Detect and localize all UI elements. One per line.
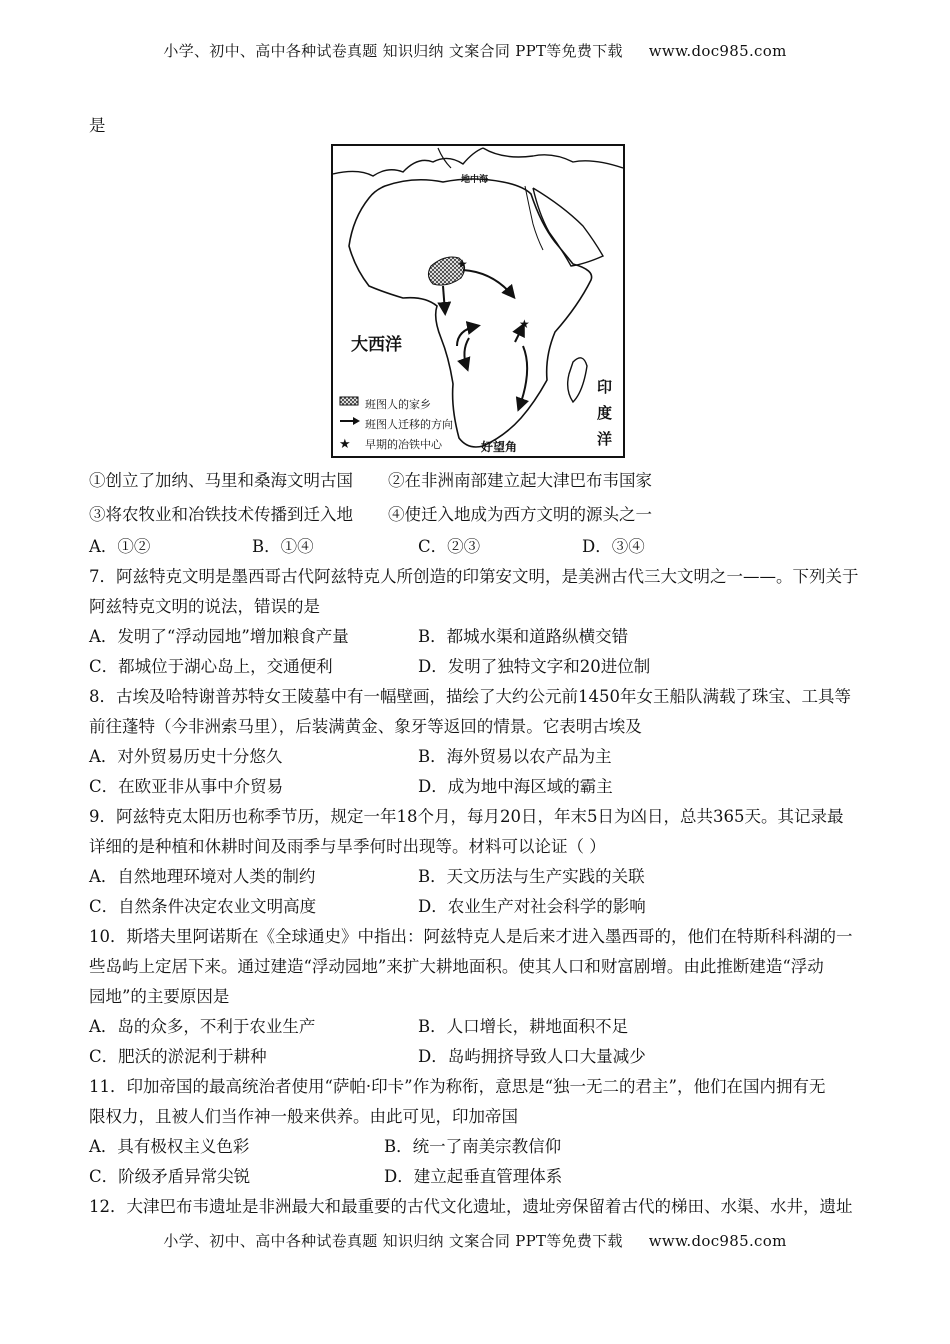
q12-stem-line-1: 12．大津巴布韦遗址是非洲最大和最重要的古代文化遗址，遗址旁保留着古代的梯田、水渠、水井，遗址 <box>89 1197 853 1216</box>
q8-stem-line-2: 前往蓬特（今非洲索马里），后装满黄金、象牙等返回的情景。它表明古埃及 <box>89 717 642 736</box>
q11-stem-line-2: 限权力，且被人们当作神一般来供养。由此可见，印加帝国 <box>89 1107 518 1126</box>
q6-choice-c[interactable]: C．②③ <box>418 537 481 556</box>
q8-choice-a[interactable]: A．对外贸易历史十分悠久 <box>89 747 283 766</box>
arabia-coast <box>533 188 603 266</box>
legend-homeland <box>339 396 431 412</box>
q7-choice-b[interactable]: B．都城水渠和道路纵横交错 <box>418 627 629 646</box>
page-footer <box>0 1230 950 1251</box>
africa-bantu-migration-map <box>331 144 625 458</box>
q10-choice-c[interactable]: C．肥沃的淤泥利于耕种 <box>89 1047 267 1066</box>
q9-stem-line-2: 详细的是种植和休耕时间及雨季与旱季何时出现等。材料可以论证（ ） <box>89 837 606 856</box>
q8-choice-b[interactable]: B．海外贸易以农产品为主 <box>418 747 612 766</box>
q10-choice-b[interactable]: B．人口增长，耕地面积不足 <box>418 1017 629 1036</box>
indian-ocean-label: 印度洋 <box>597 378 613 448</box>
q6-option-1: ①创立了加纳、马里和桑海文明古国 <box>89 471 353 490</box>
q10-stem-line-3: 园地”的主要原因是 <box>89 987 230 1006</box>
legend-migration <box>339 416 453 432</box>
q7-choice-a[interactable]: A．发明了“浮动园地”增加粮食产量 <box>89 627 349 646</box>
q6-choice-b[interactable]: B．①④ <box>252 537 314 556</box>
migration-arrow <box>463 270 513 296</box>
legend-iron-center-text: 早期的冶铁中心 <box>365 438 442 451</box>
q8-choice-c[interactable]: C．在欧亚非从事中介贸易 <box>89 777 284 796</box>
q10-choice-d[interactable]: D．岛屿拥挤导致人口大量减少 <box>418 1047 646 1066</box>
migration-arrow <box>464 338 469 368</box>
star-icon: ★ <box>339 436 351 452</box>
q11-stem-line-1: 11．印加帝国的最高统治者使用“萨帕·印卡”作为称衔，意思是“独一无二的君主”，他们在国内拥有无 <box>89 1077 826 1096</box>
page-header <box>0 40 950 61</box>
q9-choice-b[interactable]: B．天文历法与生产实践的关联 <box>418 867 645 886</box>
q11-choice-d[interactable]: D．建立起垂直管理体系 <box>384 1167 563 1186</box>
q9-choice-a[interactable]: A．自然地理环境对人类的制约 <box>89 867 316 886</box>
q8-stem-line-1: 8．古埃及哈特谢普苏特女王陵墓中有一幅壁画，描绘了大约公元前1450年女王船队满载了珠宝、工具等 <box>89 687 851 706</box>
question-6-stem-tail: 是 <box>89 116 106 135</box>
legend-migration-text: 班图人迁移的方向 <box>365 418 453 431</box>
legend-iron-center <box>339 436 442 452</box>
migration-arrow <box>519 346 527 408</box>
mediterranean-label: 地中海 <box>461 175 489 185</box>
q10-choice-a[interactable]: A．岛的众多，不利于农业生产 <box>89 1017 316 1036</box>
q6-option-3: ③将农牧业和冶铁技术传播到迁入地 <box>89 505 353 524</box>
q8-choice-d[interactable]: D．成为地中海区域的霸主 <box>418 777 613 796</box>
madagascar <box>568 358 587 402</box>
q7-stem-line-2: 阿兹特克文明的说法，错误的是 <box>89 597 320 616</box>
legend-homeland-text: 班图人的家乡 <box>365 398 431 411</box>
q9-stem-line-1: 9．阿兹特克太阳历也称季节历，规定一年18个月，每月20日，年末5日为凶日，总共365天。其记录最 <box>89 807 844 826</box>
q7-stem-line-1: 7．阿兹特克文明是墨西哥古代阿兹特克人所创造的印第安文明，是美洲古代三大文明之一——。下列关于 <box>89 567 859 586</box>
q10-stem-line-2: 些岛屿上定居下来。通过建造“浮动园地”来扩大耕地面积。使其人口和财富剧增。由此推断建造“浮动 <box>89 957 824 976</box>
iron-center-star: ★ <box>457 257 468 271</box>
q11-choice-b[interactable]: B．统一了南美宗教信仰 <box>384 1137 562 1156</box>
q11-choice-a[interactable]: A．具有极权主义色彩 <box>89 1137 250 1156</box>
footer-url[interactable]: www.doc985.com <box>648 1232 787 1250</box>
iron-center-star: ★ <box>519 317 530 331</box>
header-text: 小学、初中、高中各种试卷真题 知识归纳 文案合同 PPT等免费下载 <box>163 42 623 60</box>
q11-choice-c[interactable]: C．阶级矛盾异常尖锐 <box>89 1167 251 1186</box>
q7-choice-d[interactable]: D．发明了独特文字和20进位制 <box>418 657 651 676</box>
footer-text: 小学、初中、高中各种试卷真题 知识归纳 文案合同 PPT等免费下载 <box>163 1232 623 1250</box>
q6-option-4: ④使迁入地成为西方文明的源头之一 <box>388 505 652 524</box>
cape-of-good-hope-label: 好望角 <box>481 440 518 454</box>
migration-arrow <box>443 286 445 312</box>
q10-stem-line-1: 10．斯塔夫里阿诺斯在《全球通史》中指出：阿兹特克人是后来才进入墨西哥的，他们在特斯科科湖的一 <box>89 927 853 946</box>
q9-choice-d[interactable]: D．农业生产对社会科学的影响 <box>418 897 646 916</box>
q6-option-2: ②在非洲南部建立起大津巴布韦国家 <box>388 471 652 490</box>
q6-choice-d[interactable]: D．③④ <box>582 537 645 556</box>
q6-choice-a[interactable]: A．①② <box>89 537 151 556</box>
header-url[interactable]: www.doc985.com <box>648 42 787 60</box>
q9-choice-c[interactable]: C．自然条件决定农业文明高度 <box>89 897 317 916</box>
q7-choice-c[interactable]: C．都城位于湖心岛上，交通便利 <box>89 657 333 676</box>
atlantic-label: 大西洋 <box>351 335 402 355</box>
